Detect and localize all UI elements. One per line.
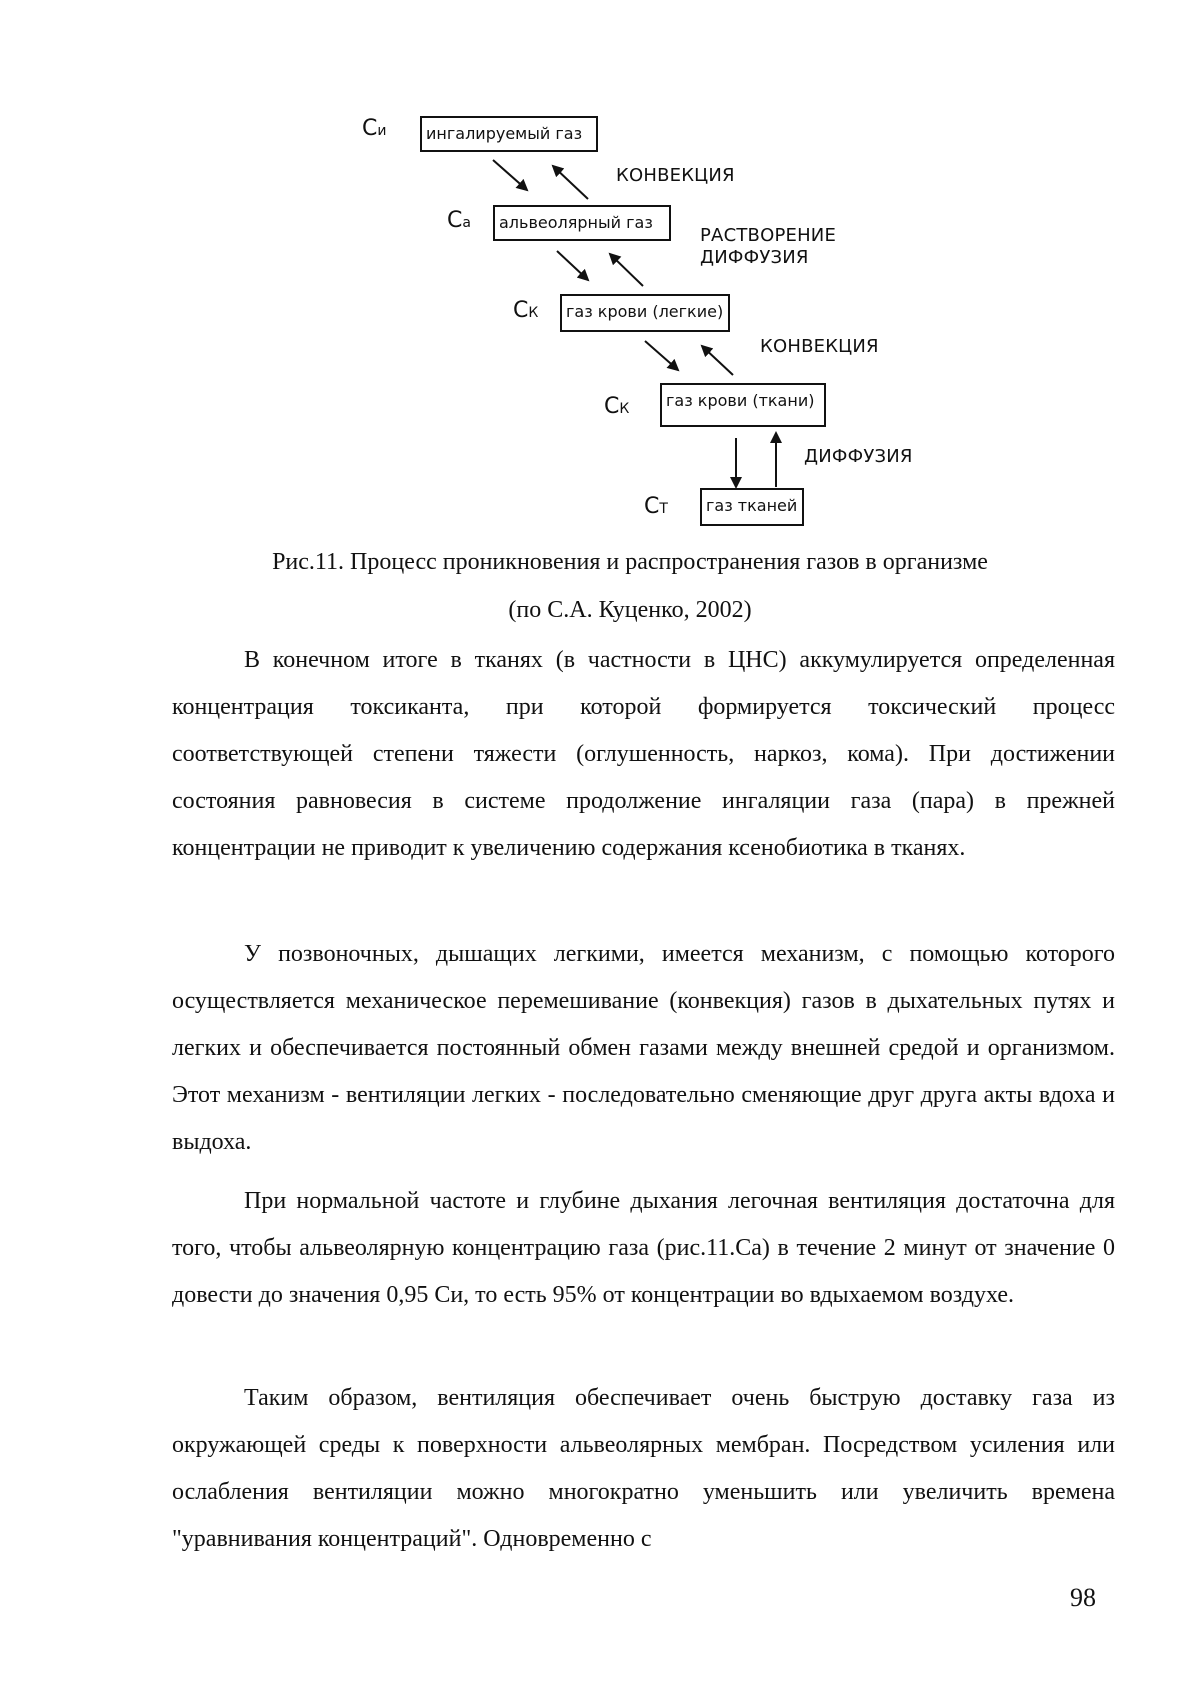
concentration-label-blood-lungs: СК: [513, 298, 539, 323]
arrow-up-3: [702, 346, 733, 375]
arrow-down-2: [557, 251, 588, 280]
concentration-label-blood-tissues: СК: [604, 394, 630, 419]
box-alveolar-gas: альвеолярный газ: [493, 205, 671, 241]
figure-caption-source: (по С.А. Куценко, 2002): [508, 597, 752, 623]
process-label-diffusion: ДИФФУЗИЯ: [804, 446, 913, 467]
paragraph-2: У позвоночных, дышащих легкими, имеется механизм, с помощью которого осуществляется механическое перемешивание (конвекция) газов в дыхательных путях и легких и обеспечивается постоянный обмен газами между внешней средой и организмом. Этот механизм - вентиляции легких - последовательно сменяющие друг друга акты вдоха и выдоха.: [172, 941, 1115, 1155]
concentration-label-alveolar: Са: [447, 208, 471, 233]
concentration-label-inhaled: Си: [362, 116, 387, 141]
paragraph-1: В конечном итоге в тканях (в частности в ЦНС) аккумулируется определенная концентрация токсиканта, при которой формируется токсический процесс соответствующей степени тяжести (оглушенность, наркоз, кома). При достижении состояния равновесия в системе продолжение ингаляции газа (пара) в прежней концентрации не приводит к увеличению содержания ксенобиотика в тканях.: [172, 647, 1115, 861]
box-blood-gas-tissues: газ крови (ткани): [660, 383, 826, 427]
figure-caption-title: Рис.11. Процесс проникновения и распространения газов в организме: [272, 549, 988, 575]
process-label-convection-2: КОНВЕКЦИЯ: [760, 336, 879, 357]
box-tissue-gas: газ тканей: [700, 488, 804, 526]
page-number: 98: [1070, 1583, 1096, 1612]
arrow-down-3: [645, 341, 678, 370]
arrow-up-2: [610, 254, 643, 286]
paragraph-3: При нормальной частоте и глубине дыхания легочная вентиляция достаточна для того, чтобы альвеолярную концентрацию газа (рис.11.Са) в течение 2 минут от значение 0 довести до значения 0,95 Си, то есть 95% от концентрации во вдыхаемом воздухе.: [172, 1188, 1115, 1308]
arrow-down-1: [493, 160, 527, 190]
concentration-label-tissues: СТ: [644, 494, 668, 519]
process-label-dissolution-diffusion: РАСТВОРЕНИЕ ДИФФУЗИЯ: [700, 225, 837, 268]
box-blood-gas-lungs: газ крови (легкие): [560, 294, 730, 332]
process-label-convection-1: КОНВЕКЦИЯ: [616, 165, 735, 186]
diagram-arrows: [0, 0, 1196, 540]
arrow-up-1: [553, 166, 588, 199]
gas-distribution-diagram: [0, 0, 1196, 540]
paragraph-4: Таким образом, вентиляция обеспечивает очень быструю доставку газа из окружающей среды к поверхности альвеолярных мембран. Посредством усиления или ослабления вентиляции можно многократно уменьшить или увеличить времена "уравнивания концентраций". Одновременно с: [172, 1385, 1115, 1552]
box-inhaled-gas: ингалируемый газ: [420, 116, 598, 152]
